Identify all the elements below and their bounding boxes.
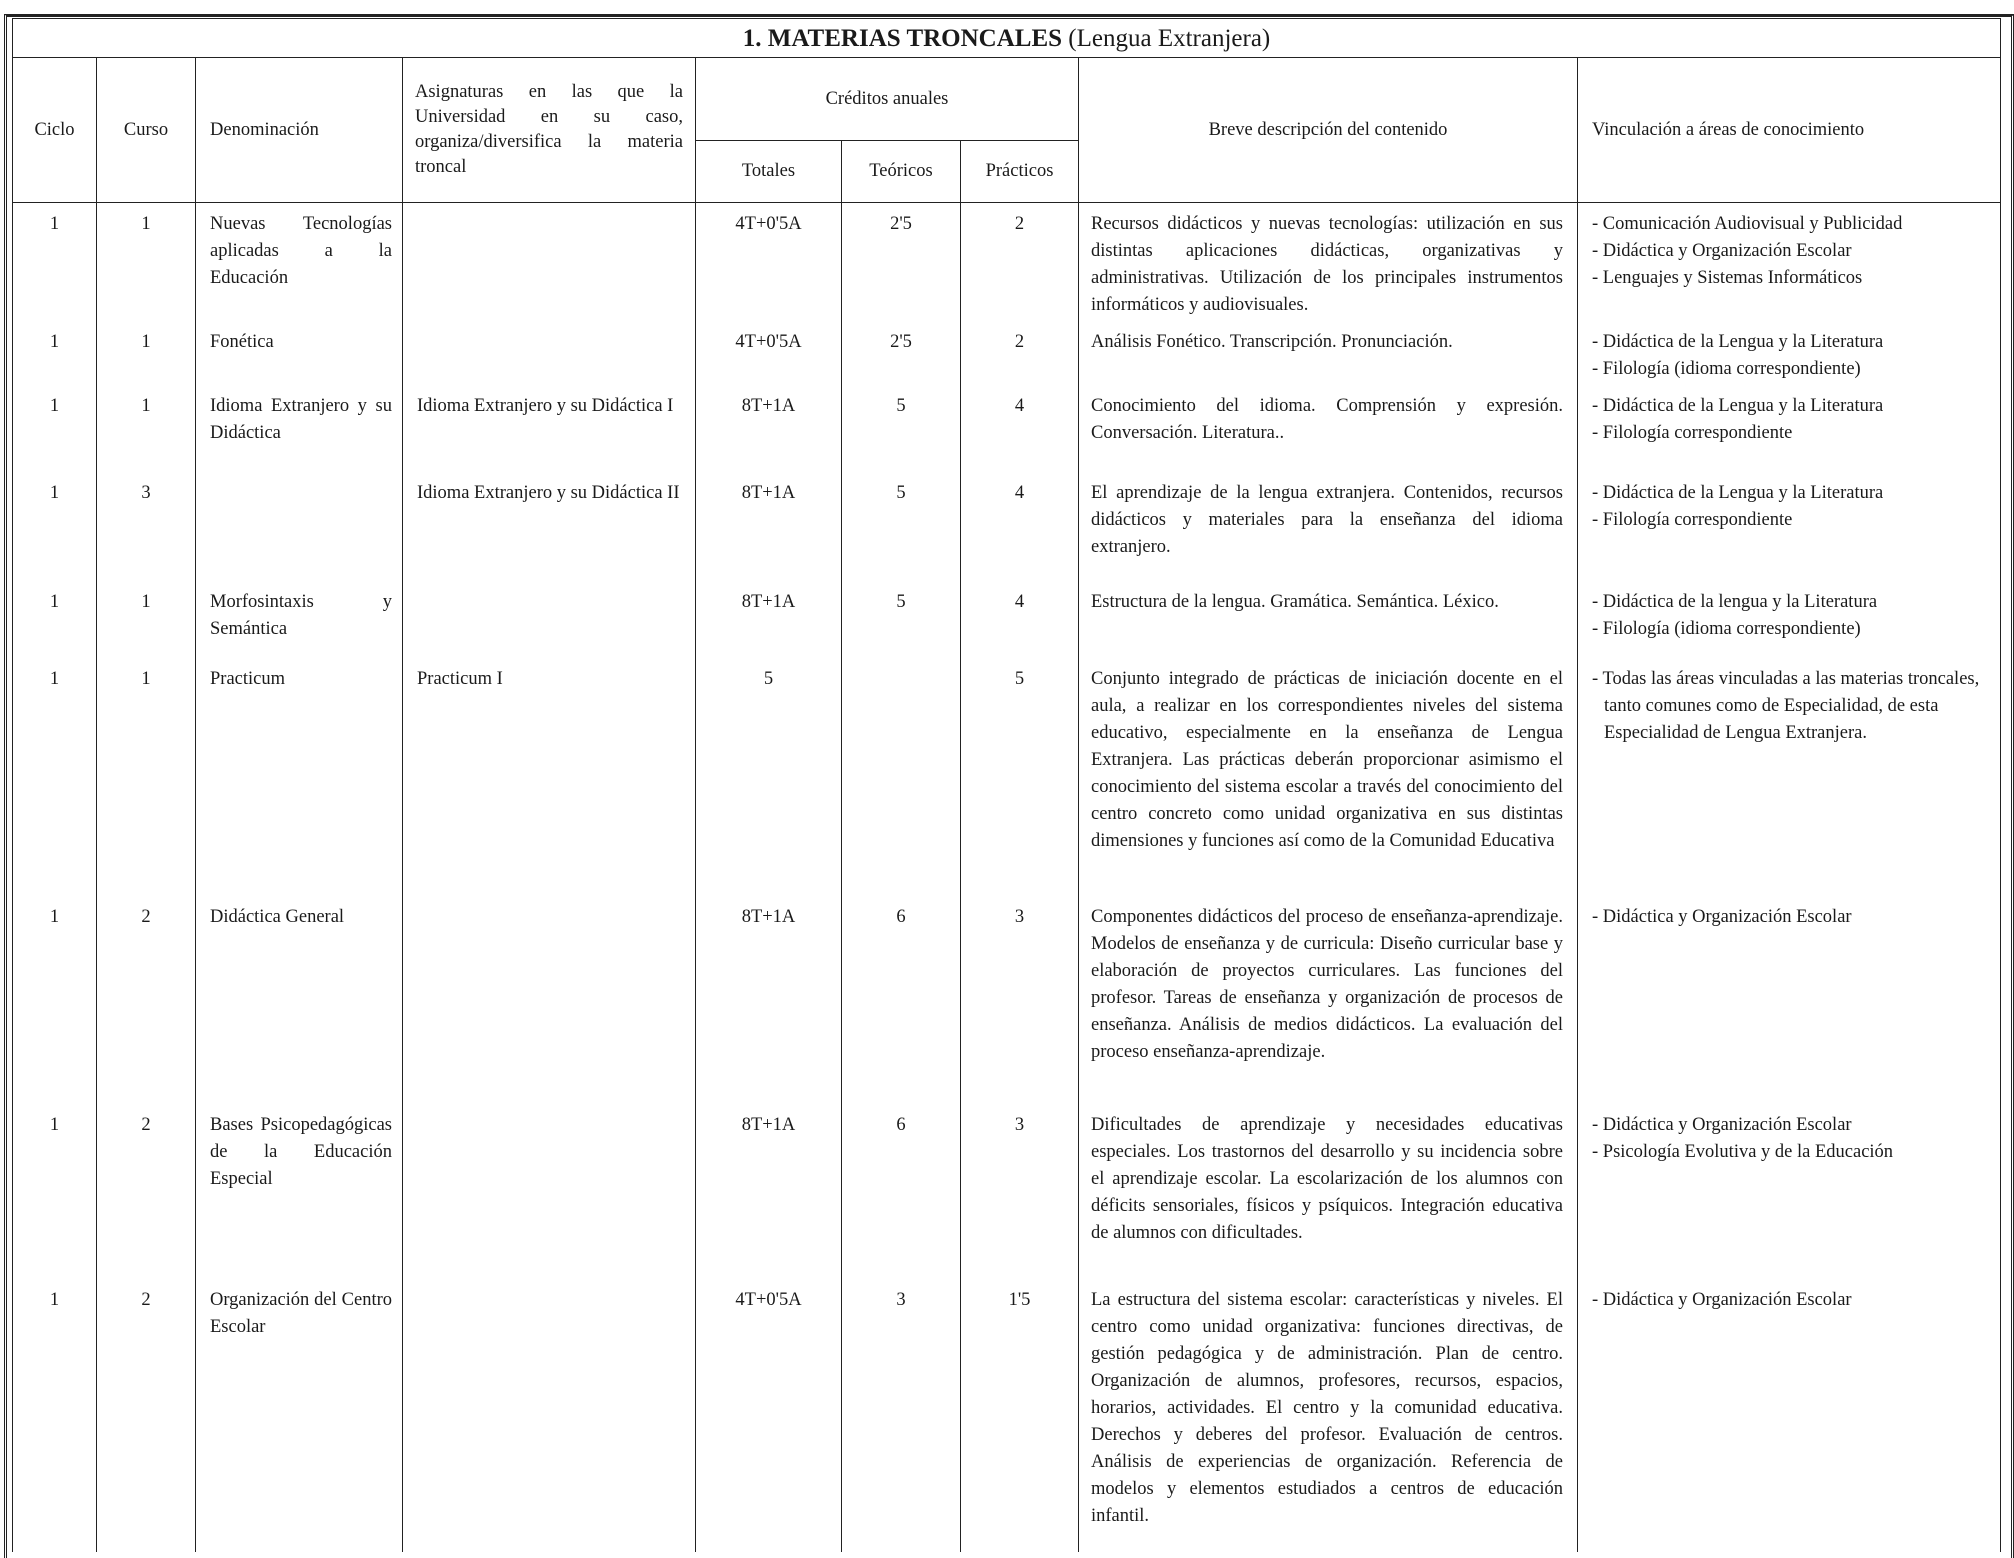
cell-totales: 8T+1A [696, 385, 842, 472]
cell-practicos: 2 [961, 203, 1079, 321]
table-row [13, 321, 2001, 385]
cell-descripcion: Dificultades de aprendizaje y necesidades educativas especiales. Los trastornos del desarrollo y su incidencia sobre el aprendizaje escolar. La escolarización de los alumnos con déficits sensoriales, físicos y psíquicos. Integración educativa de alumnos con dificultades. [1079, 1104, 1578, 1279]
cell-practicos: 4 [961, 385, 1079, 472]
table-row [13, 896, 2001, 1104]
cell-curso: 1 [97, 203, 196, 321]
cell-denominacion: Didáctica General [196, 896, 403, 1104]
cell-vinculacion [1578, 1279, 2001, 1552]
cell-totales: 5 [696, 658, 842, 896]
area-item: - Psicología Evolutiva y de la Educación [1592, 1141, 1894, 1162]
cell-ciclo: 1 [13, 472, 97, 581]
area-item: - Todas las áreas vinculadas a las materias troncales, tanto comunes como de Especialidad, de esta Especialidad de Lengua Extranjera. [1592, 668, 1980, 743]
area-item: - Comunicación Audiovisual y Publicidad [1592, 214, 1903, 234]
cell-teoricos: 6 [842, 896, 961, 1104]
cell-descripcion: El aprendizaje de la lengua extranjera. Contenidos, recursos didácticos y materiales para la enseñanza del idioma extranjero. [1079, 472, 1578, 581]
table-row [13, 1104, 2001, 1279]
header-descripcion: Breve descripción del contenido [1079, 58, 1578, 203]
cell-asignaturas: Idioma Extranjero y su Didáctica II [403, 472, 696, 581]
cell-curso: 1 [97, 581, 196, 658]
cell-teoricos: 2'5 [842, 321, 961, 385]
area-item: - Didáctica y Organización Escolar [1592, 1289, 1852, 1310]
cell-ciclo: 1 [13, 203, 97, 321]
area-item: - Filología (idioma correspondiente) [1592, 618, 1861, 639]
cell-denominacion: Bases Psicopedagógicas de la Educación Especial [196, 1104, 403, 1279]
cell-denominacion: Idioma Extranjero y su Didáctica [196, 385, 403, 472]
cell-teoricos: 5 [842, 472, 961, 581]
header-denominacion: Denominación [196, 58, 403, 203]
cell-totales: 8T+1A [696, 581, 842, 658]
area-item: - Didáctica de la Lengua y la Literatura [1592, 331, 1884, 352]
cell-totales: 8T+1A [696, 896, 842, 1104]
cell-ciclo: 1 [13, 658, 97, 896]
cell-totales: 4T+0'5A [696, 321, 842, 385]
header-vinculacion: Vinculación a áreas de conocimiento [1578, 58, 2001, 203]
header-totales: Totales [696, 141, 842, 203]
cell-teoricos [842, 658, 961, 896]
cell-practicos: 5 [961, 658, 1079, 896]
cell-curso: 1 [97, 321, 196, 385]
area-item: - Didáctica y Organización Escolar [1592, 241, 1852, 261]
cell-teoricos: 5 [842, 581, 961, 658]
cell-ciclo: 1 [13, 1104, 97, 1279]
cell-descripcion: Conocimiento del idioma. Comprensión y expresión. Conversación. Literatura.. [1079, 385, 1578, 472]
cell-totales: 4T+0'5A [696, 1279, 842, 1552]
cell-asignaturas: Idioma Extranjero y su Didáctica I [403, 385, 696, 472]
cell-practicos: 4 [961, 472, 1079, 581]
cell-vinculacion [1578, 472, 2001, 581]
header-teoricos: Teóricos [842, 141, 961, 203]
cell-ciclo: 1 [13, 321, 97, 385]
area-item: - Didáctica y Organización Escolar [1592, 1114, 1852, 1135]
cell-vinculacion [1578, 658, 2001, 896]
cell-totales: 4T+0'5A [696, 203, 842, 321]
cell-descripcion: Componentes didácticos del proceso de enseñanza-aprendizaje. Modelos de enseñanza y de curricula: Diseño curricular base y elaboración de proyectos curriculares. Las funciones del profesor. Tareas de enseñanza y organización de procesos de enseñanza. Análisis de medios didácticos. La evaluación del proceso enseñanza-aprendizaje. [1079, 896, 1578, 1104]
header-asignaturas: Asignaturas en las que la Universidad en su caso, organiza/diversifica la materia troncal [403, 58, 696, 203]
cell-vinculacion [1578, 896, 2001, 1104]
cell-practicos: 3 [961, 896, 1079, 1104]
cell-asignaturas: Practicum I [403, 658, 696, 896]
cell-curso: 1 [97, 385, 196, 472]
area-item: - Filología (idioma correspondiente) [1592, 358, 1861, 379]
cell-curso: 3 [97, 472, 196, 581]
area-item: - Lenguajes y Sistemas Informáticos [1592, 268, 1863, 288]
table-title: 1. MATERIAS TRONCALES (Lengua Extranjera) [13, 19, 2001, 58]
cell-asignaturas [403, 1104, 696, 1279]
cell-descripcion: Análisis Fonético. Transcripción. Pronunciación. [1079, 321, 1578, 385]
cell-teoricos: 2'5 [842, 203, 961, 321]
header-curso: Curso [97, 58, 196, 203]
cell-asignaturas [403, 1279, 696, 1552]
cell-ciclo: 1 [13, 581, 97, 658]
cell-denominacion [196, 472, 403, 581]
table-row [13, 385, 2001, 472]
cell-denominacion: Morfosintaxis y Semántica [196, 581, 403, 658]
area-item: - Filología correspondiente [1592, 509, 1793, 530]
cell-denominacion: Nuevas Tecnologías aplicadas a la Educación [196, 203, 403, 321]
cell-denominacion: Fonética [196, 321, 403, 385]
cell-denominacion: Practicum [196, 658, 403, 896]
cell-teoricos: 6 [842, 1104, 961, 1279]
area-item: - Didáctica y Organización Escolar [1592, 906, 1852, 927]
area-item: - Didáctica de la Lengua y la Literatura [1592, 395, 1884, 416]
cell-vinculacion [1578, 385, 2001, 472]
cell-vinculacion [1578, 581, 2001, 658]
cell-asignaturas [403, 203, 696, 321]
cell-teoricos: 5 [842, 385, 961, 472]
cell-practicos: 3 [961, 1104, 1079, 1279]
cell-asignaturas [403, 581, 696, 658]
cell-descripcion: Recursos didácticos y nuevas tecnologías: utilización en sus distintas aplicaciones didácticas, organizativas y administrativas. Utilización de los principales instrumentos informáticos y audiovisuales. [1079, 203, 1578, 321]
header-creditos: Créditos anuales [696, 58, 1079, 141]
cell-descripcion: Estructura de la lengua. Gramática. Semántica. Léxico. [1079, 581, 1578, 658]
cell-descripcion: Conjunto integrado de prácticas de iniciación docente en el aula, a realizar en los correspondientes niveles del sistema educativo, especialmente en la enseñanza de Lengua Extranjera. Las prácticas deberán proporcionar asimismo el conocimiento del sistema escolar a través del conocimiento del centro concreto como unidad organizativa en sus distintas dimensiones y funciones así como de la Comunidad Educativa [1079, 658, 1578, 896]
cell-practicos: 2 [961, 321, 1079, 385]
cell-vinculacion [1578, 321, 2001, 385]
cell-asignaturas [403, 896, 696, 1104]
table-row [13, 1279, 2001, 1552]
table-row [13, 203, 2001, 321]
cell-vinculacion [1578, 203, 2001, 321]
materias-troncales-table [12, 18, 2001, 1552]
cell-curso: 2 [97, 896, 196, 1104]
cell-teoricos: 3 [842, 1279, 961, 1552]
cell-denominacion: Organización del Centro Escolar [196, 1279, 403, 1552]
header-practicos: Prácticos [961, 141, 1079, 203]
cell-practicos: 4 [961, 581, 1079, 658]
table-row [13, 581, 2001, 658]
cell-curso: 1 [97, 658, 196, 896]
cell-descripcion: La estructura del sistema escolar: características y niveles. El centro como unidad organizativa: funciones directivas, de gestión pedagógica y de administración. Plan de centro. Organización de alumnos, profesores, recursos, espacios, horarios, actividades. El centro y la comunidad educativa. Derechos y deberes del profesor. Evaluación de centros. Análisis de experiencias de organización. Referencia de modelos y elementos estudiados a centros de educación infantil. [1079, 1279, 1578, 1552]
area-item: - Filología correspondiente [1592, 422, 1793, 443]
cell-totales: 8T+1A [696, 472, 842, 581]
area-item: - Didáctica de la lengua y la Literatura [1592, 591, 1878, 612]
cell-ciclo: 1 [13, 896, 97, 1104]
cell-ciclo: 1 [13, 385, 97, 472]
cell-ciclo: 1 [13, 1279, 97, 1552]
cell-practicos: 1'5 [961, 1279, 1079, 1552]
cell-curso: 2 [97, 1104, 196, 1279]
cell-vinculacion [1578, 1104, 2001, 1279]
area-item: - Didáctica de la Lengua y la Literatura [1592, 482, 1884, 503]
cell-curso: 2 [97, 1279, 196, 1552]
table-row [13, 472, 2001, 581]
header-ciclo: Ciclo [13, 58, 97, 203]
table-row [13, 658, 2001, 896]
cell-asignaturas [403, 321, 696, 385]
cell-totales: 8T+1A [696, 1104, 842, 1279]
